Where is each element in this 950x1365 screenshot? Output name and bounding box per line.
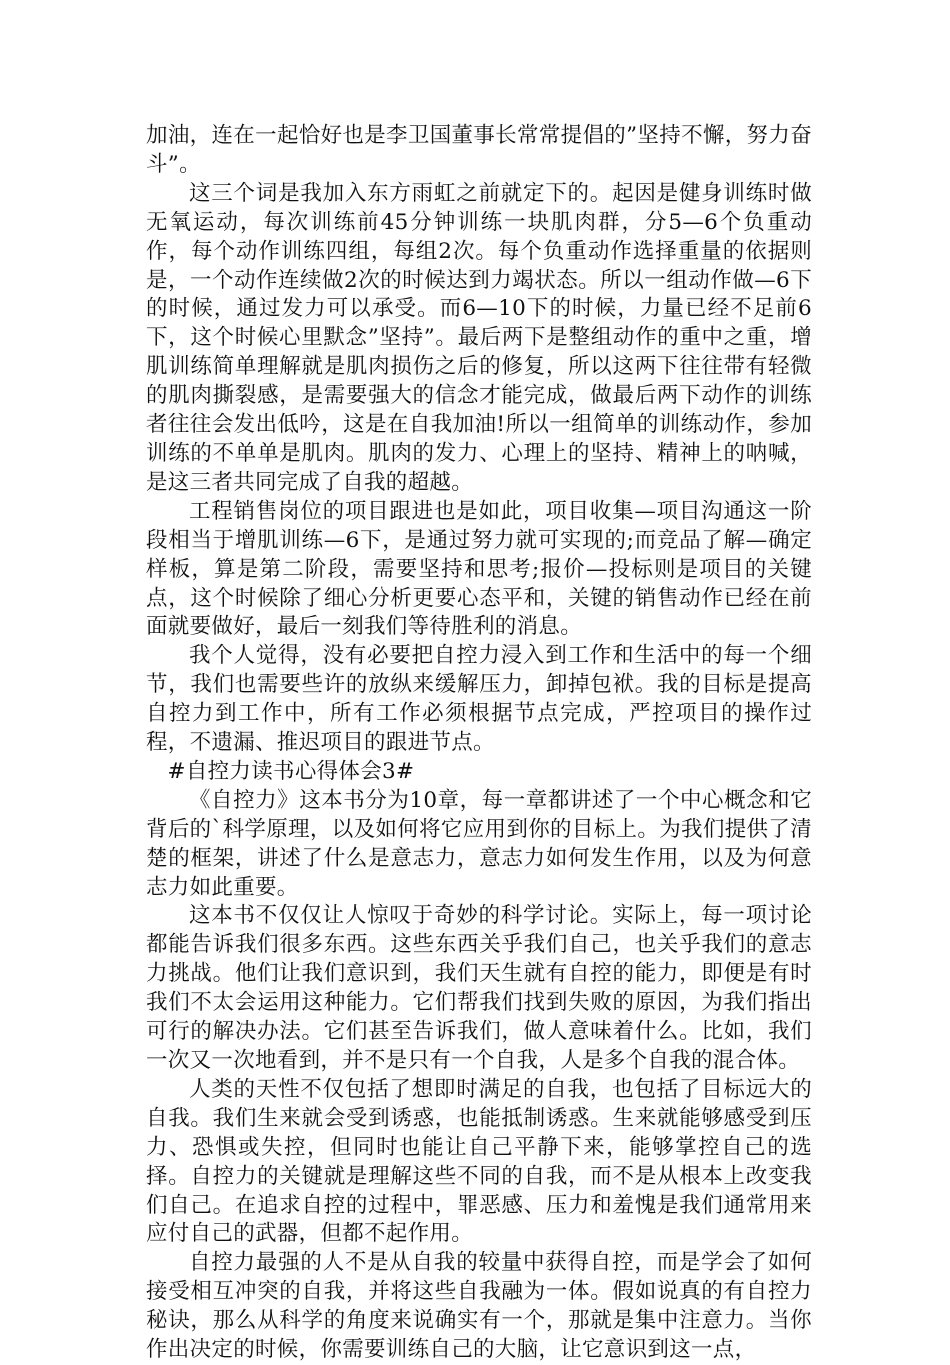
- paragraph-book-intro: 《自控力》这本书分为10章，每一章都讲述了一个中心概念和它背后的`科学原理，以及如何将它应用到你的目标上。为我们提供了清楚的框架，讲述了什么是意志力，意志力如何发生作用，以及为何意志力如此重要。: [146, 787, 812, 900]
- paragraph-continuation: 加油，连在一起恰好也是李卫国董事长常常提倡的”坚持不懈，努力奋斗”。: [146, 123, 812, 177]
- paragraph-self-control-secret: 自控力最强的人不是从自我的较量中获得自控，而是学会了如何接受相互冲突的自我，并将这些自我融为一体。假如说真的有自控力秘诀，那么从科学的角度来说确实有一个，那就是集中注意力。当你作出决定的时候，你需要训练自己的大脑，让它意识到这一点，: [146, 1250, 812, 1363]
- paragraph-personal-goal: 我个人觉得，没有必要把自控力浸入到工作和生活中的每一个细节，我们也需要些许的放纵来缓解压力，卸掉包袱。我的目标是提高自控力到工作中，所有工作必须根据节点完成，严控项目的操作过程，不遗漏、推迟项目的跟进节点。: [146, 643, 812, 756]
- paragraph-human-nature: 人类的天性不仅包括了想即时满足的自我，也包括了目标远大的自我。我们生来就会受到诱惑，也能抵制诱惑。生来就能够感受到压力、恐惧或失控，但同时也能让自己平静下来，能够掌控自己的选择。自控力的关键就是理解这些不同的自我，而不是从根本上改变我们自己。在追求自控的过程中，罪恶感、压力和羞愧是我们通常用来应付自己的武器，但都不起作用。: [146, 1076, 812, 1247]
- section-heading: #自控力读书心得体会3#: [167, 758, 415, 784]
- document-page: [146, 122, 812, 1365]
- paragraph-book-discussion: 这本书不仅仅让人惊叹于奇妙的科学讨论。实际上，每一项讨论都能告诉我们很多东西。这些东西关乎我们自己，也关乎我们的意志力挑战。他们让我们意识到，我们天生就有自控的能力，即便是有时我们不太会运用这种能力。它们帮我们找到失败的原因，为我们指出可行的解决办法。它们甚至告诉我们，做人意味着什么。比如，我们一次又一次地看到，并不是只有一个自我，人是多个自我的混合体。: [146, 903, 812, 1073]
- paragraph-training: 这三个词是我加入东方雨虹之前就定下的。起因是健身训练时做无氧运动，每次训练前45分钟训练一块肌肉群，分5—6个负重动作，每个动作训练四组，每组2次。每个负重动作选择重量的依据则是，一个动作连续做2次的时候达到力竭状态。所以一组动作做—6下的时候，通过发力可以承受。而6—10下的时候，力量已经不足前6下，这个时候心里默念”坚持”。最后两下是整组动作的重中之重，增肌训练简单理解就是肌肉损伤之后的修复，所以这两下往往带有轻微的肌肉撕裂感，是需要强大的信念才能完成，做最后两下动作的训练者往往会发出低吟，这是在自我加油!所以一组简单的训练动作，参加训练的不单单是肌肉。肌肉的发力、心理上的坚持、精神上的呐喊，是这三者共同完成了自我的超越。: [146, 180, 812, 495]
- paragraph-sales-followup: 工程销售岗位的项目跟进也是如此，项目收集—项目沟通这一阶段相当于增肌训练—6下，是通过努力就可实现的;而竞品了解—确定样板，算是第二阶段，需要坚持和思考;报价—投标则是项目的关键点，这个时候除了细心分析更要心态平和，关键的销售动作已经在前面就要做好，最后一刻我们等待胜利的消息。: [146, 498, 812, 640]
